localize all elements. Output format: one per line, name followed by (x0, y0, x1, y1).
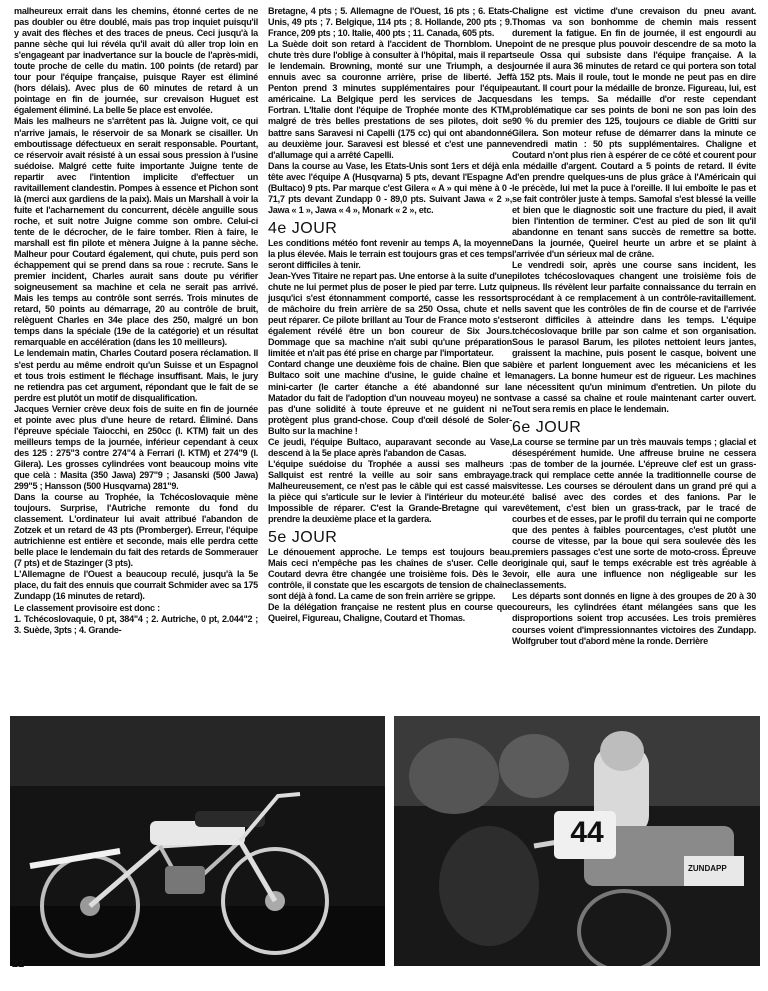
paragraph: Le lendemain matin, Charles Coutard posera réclamation. Il s'est perdu au même endroit qu'un Suisse et un Espagnol et tous trois estiment le fléchage insuffisant. Mais, le jury ne retiendra pas cet argument, répondant que le fait de se perdre est plutôt un motif de disqualification. (14, 348, 258, 403)
paragraph: Les conditions météo font revenir au temps A, la moyenne la plus élevée. Mais le terrain est toujours gras et ces temps seront difficiles à tenir. (268, 237, 512, 270)
paragraph: Ce jeudi, l'équipe Bultaco, auparavant seconde au Vase, descend à la 5e place après l'abandon de Casas. (268, 436, 512, 458)
rider-photo (394, 716, 760, 966)
paragraph: Les départs sont donnés en ligne à des groupes de 20 à 30 coureurs, les cylindrées étant mélangées sans que les disproportions soient trop accusées. Les trois premières courses voient d'impressionnantes victoires des Zundapp. Wolfgruber tout d'abord mène la ronde. Derrière (512, 591, 756, 646)
paragraph: Le dénouement approche. Le temps est toujours beau. Mais ceci n'empêche pas les chaînes de s'user. Celle de Coutard devra être changée une troisième fois. Dès le 3e contrôle, il constate que les escargots de tension de chaîne sont déjà à fond. La came de son frein arrière se grippe. (268, 547, 512, 602)
paragraph: La course se termine par un très mauvais temps ; glacial et désespérément humide. Une affreuse bruine ne cessera pas de tomber de la journée. L'épreuve clef est un grass-track qui remplace cette année la traditionnelle course de vitesse. Les courses se déroulent dans un grand pré qui a été balisé avec des cordes et des fanions. Par le revêtement, c'est bien un grass-track, par le tracé de courbes et de esses, par le profil du terrain qui ne comporte que des pentes à faibles pourcentages, c'est plutôt une course de vitesse, par la boue qui sera soulevée dès les premiers passages c'est une sorte de moto-cross. Épreuve originale qui, sauf le temps exécrable est très agréable à voir, elle aura une influence non négligeable sur les classements. (512, 436, 756, 591)
paragraph: De la délégation française ne restent plus en course que Queirel, Figureau, Chaligne, Coutard et Thomas. (268, 602, 512, 624)
motorcycle-illustration (10, 716, 385, 966)
brand-decal: ZUNDAPP (688, 864, 727, 873)
motorcycle-photo (10, 716, 385, 966)
paragraph: Le vendredi soir, après une course sans incident, les pilotes tchécoslovaques changent une troisième fois de pneus. Ils révèlent leur parfaite connaissance du terrain en procédant à ce remplacement à un contrôle-ravitaillement. Ils savent que les contrôles de fin de course et de l'arrivée seront difficiles à atteindre dans les temps. L'équipe tchécoslovaque brille par son calme et son organisation. Sous le parasol Barum, les pilotes nettoient leurs jantes, graissent la machine, puis posent le casque, boivent une bière et parlent longuement avec les mécaniciens et les managers. La bonne humeur est de rigueur. Les machines ne nécessitent qu'un minimum d'entretien. Un pilote du vase a cassé sa chaîne et roule maintenant carter ouvert. Tout sera remis en place le lendemain. (512, 260, 756, 414)
section-heading-day5: 5e JOUR (268, 529, 338, 547)
column-middle (268, 6, 512, 624)
section-heading-day6: 6e JOUR (512, 418, 582, 436)
number-plate: 44 (570, 816, 604, 849)
paragraph: Bretagne, 4 pts ; 5. Allemagne de l'Ouest, 16 pts ; 6. Etats-Unis, 49 pts ; 7. Belgique, 114 pts ; 8. Hollande, 200 pts ; 9. France, 209 pts ; 10. Italie, 400 pts ; 11. Canada, 605 pts. (268, 6, 512, 39)
paragraph: Dans la course au Trophée, la Tchécoslovaquie mène toujours. Surprise, l'Autriche remonte du fond du classement. L'ordinateur lui avait attribué l'abandon de Zotzek et un retard de 43 pts (Promberger). Erreur, l'équipe autrichienne est entière et seconde, mais elle perdra cette belle place le lendemain du fait des retards de Sommerauer (7 pts) et de Stazinger (3 pts). (14, 492, 258, 569)
column-left (14, 6, 258, 636)
page-number: 22 (12, 958, 25, 970)
paragraph: L'équipe suédoise du Trophée a aussi ses malheurs : Sallquist est rentré la veille au soir sans embrayage. Malheureusement, ce n'est pas le câble qui est cassé mais la pièce qui s'articule sur le levier à l'intérieur du moteur. Impossible de réparer. C'est la Grande-Bretagne qui va prendre la deuxième place et la gardera. (268, 458, 512, 525)
paragraph: Chaligne est victime d'une crevaison du pneu avant. Thomas va son bonhomme de chemin mais ressent durement la fatigue. En fin de journée, il est engourdi au point de ne presque plus pouvoir descendre de sa moto la seule Ossa qui subsiste dans l'équipe française. A la journée il aura 36 minutes de retard ce qui portera son total à 152 pts. Mais il roule, tout le monde ne peut pas en dire autant. Il court pour la médaille de bronze. Figureau, lui, est dans les temps. Sa médaille d'or reste cependant problématique car ses points de boni ne son pas loin des 90 % du premier des 125, toujours ce diable de Gritti sur Gilera. Son moteur refuse de démarrer dans la minute ce vendredi matin : 50 pts supplémentaires. Chaligne et Coutard n'ont plus rien à espérer de ce côté et courent pour la médaille d'argent. Coutard a 5 points de retard. Il évite d'en prendre quelques-uns de plus grâce à l'Américain qui le précède, lui met la puce à l'oreille. Il lui emboîte le pas et se fait contrôler juste à temps. Samofal s'est blessé la veille et bien que le diagnostic soit une fracture du pied, il avait bien l'intention de terminer. C'est au pied de son lit qu'il abandonne en tenant sans succès de remettre sa botte. Dans la journée, Queirel heurte un arbre et se plaint à l'arrivée d'un sérieux mal de crâne. (512, 6, 756, 260)
paragraph: L'Allemagne de l'Ouest a beaucoup reculé, jusqu'à la 5e place, du fait des ennuis que courrait Schmider avec sa 175 Zundapp (16 minutes de retard). (14, 569, 258, 602)
paragraph: Dans la course au Vase, les Etats-Unis sont 1ers et déjà en tête avec l'équipe A (Husqvarna) 5 pts, devant l'Espagne A (Bultaco) 9 pts. Par marque c'est Gilera « A » qui mène à 0 - 71,7 pts devant Zundapp 0 - 89,0 pts. Suivant Jawa « 2 », Jawa « 1 », Jawa « 4 », Monark « 2 », etc. (268, 160, 512, 215)
column-right (512, 6, 756, 647)
paragraph: Jacques Vernier crève deux fois de suite en fin de journée et pointe avec plus d'une heure de retard. Éliminé. Dans l'épreuve spéciale Taiocchi, en 250cc (I. KTM) fait un des meilleurs temps de la journée, inférieur cependant à ceux des 125 : 275"3 contre 274"4 à Ferrari (I. KTM) et 274"9 (I. Gilera). Les grosses cylindrées vont beaucoup moins vite que celà : Masita (350 Jawa) 297"9 ; Jasanski (500 Jawa) 299"5 ; Hansson (500 Husqvarna) 281"9. (14, 403, 258, 492)
paragraph: Jean-Yves Titaire ne repart pas. Une entorse à la suite d'une chute ne lui permet plus de poser le pied par terre. Lutz qui jusqu'ici s'est étonnamment comporté, casse les ressorts de mâchoire du frein arrière de sa 250 Ossa, chute et ne peut réparer. Ce pilote brillant au Tour de France moto s'est également révélé être un bon coureur de Six Jours. Dommage que sa machine n'ait subi qu'une préparation limitée et n'ait pas été prise en charge par l'importateur. (268, 271, 512, 359)
paragraph: malheureux errait dans les chemins, étonné certes de ne pas doubler ou être doublé, mais pas trop inquiet puisqu'il y avait des flèches et des traces de pneus. Ceci jusqu'à la panne sèche qui lui révéla qu'il avait dû aller trop loin en s'engageant par inadvertance sur la boucle de l'après-midi, toute proche de celle du matin. 100 points (de retard) par tour pour l'équipe française, puisque Rayer est éliminé (hors délais). Avec plus de 60 minutes de retard à un pointage en fin de journée, sur crevaison Huguet est également éliminé. La belle 5e place est envolée. (14, 6, 258, 116)
paragraph: Le classement provisoire est donc : (14, 602, 160, 613)
section-heading-day4: 4e JOUR (268, 219, 338, 237)
paragraph: La Suède doit son retard à l'accident de Thornblom. Une chute très dure l'oblige à consulter à l'hôpital, mais il repart le lendemain. Browning, monté sur une Triumph, a des ennuis avec sa couronne arrière, prise de liberté. Jeff Penton prend 3 minutes supplémentaires pour l'équipe américaine. La Belgique perd les services de Jacques Fortran. L'Italie dont l'équipe de Trophée monte des KTM, malgré de très belles prestations de ses pilotes, doit se battre sans Saravesi ni Capelli (175 cc) qui ont abandonné au deuxième jour. Saravesi est blessé et c'est une panne d'allumage qui a arrêté Capelli. (268, 39, 512, 160)
paragraph: Contard change une deuxième fois de chaîne. Bien que sa Bultaco soit une machine d'usine, le guide chaîne et le mini-carter (le carter étanche a été abandonné sur la Matador du fait de l'adoption d'un nouveau moyeu) ne sont pas d'une solidité à toute épreuve et ne guident ni ne protègent plus grand-chose. Coup d'œil désolé de Soler-Bulto sur la machine ! (268, 359, 512, 436)
paragraph: 1. Tchécoslovaquie, 0 pt, 384"4 ; 2. Autriche, 0 pt, 2.044"2 ; 3. Suède, 3pts ; 4. Grande- (14, 613, 258, 635)
paragraph: Mais les malheurs ne s'arrêtent pas là. Juigne voit, ce qui n'arrive jamais, le réservoir de sa Monark se cisailler. Un emboutissage défectueux en serait responsable. Pourtant, ce réservoir avait résisté à un essai sous pression à l'usine suédoise. Malgré cette fuite importante Juigne tente de repartir avec l'intention implicite d'effectuer un ravitaillement clandestin. Pompes à essence et Pichon sont là (merci aux gardiens de la paix). Mais un Marshall à voir la fuite et l'acharnement du concurrent, décèle anguille sous roche, et suit notre Juigne comme son ombre. Celui-ci tente de le décrocher, de le faire tomber. Rien à faire, le marshall est fin pilote et mènera Juigne à la panne sèche. Malheur pour Coutard également, qui chute, puis perd son échappement qui se prend dans sa roue : recrute. Sans le premier incident, Charles aurait sans doute pu vérifier soigneusement sa machine et cela ne serait pas arrivé. Mais les temps au contrôle sont serrés. Trois minutes de retard, 50 points au démarrage, 20 au contrôle de bruit, relèguent Charles en 34e place des 250, malgré un bon temps dans la spéciale (19e de la catégorie) et un résultat remarquable en accélération (dans les 10 meilleurs). (14, 116, 258, 348)
